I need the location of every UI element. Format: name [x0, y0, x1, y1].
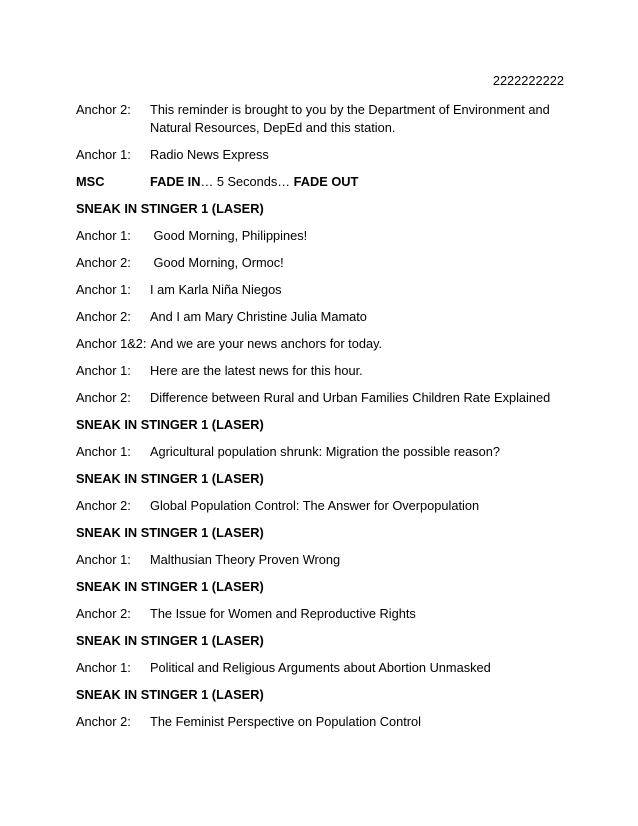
speaker-label: Anchor 2:: [76, 102, 131, 117]
stinger-cue: SNEAK IN STINGER 1 (LASER): [76, 579, 264, 594]
music-cue-text: [150, 173, 576, 191]
speaker-label: Anchor 2:: [76, 255, 131, 270]
msc-label: MSC: [76, 174, 105, 189]
speaker-label: Anchor 2:: [76, 714, 131, 729]
line-text: The Feminist Perspective on Population Control: [150, 714, 422, 729]
speaker-label: Anchor 1&2:: [76, 336, 147, 351]
page-number: 2222222222: [492, 73, 564, 88]
script-body: [76, 101, 576, 740]
music-cue-line: [76, 173, 576, 191]
line-text: Political and Religious Arguments about Abortion Unmasked: [150, 660, 491, 675]
script-line: [76, 443, 576, 461]
line-text: Malthusian Theory Proven Wrong: [150, 552, 341, 567]
stinger-cue: SNEAK IN STINGER 1 (LASER): [76, 525, 264, 540]
script-line: [76, 605, 576, 623]
stinger-cue: SNEAK IN STINGER 1 (LASER): [76, 471, 264, 486]
line-text: And we are your news anchors for today.: [150, 336, 383, 351]
script-line: [76, 362, 576, 380]
line-text: Good Morning, Ormoc!: [150, 255, 284, 270]
script-line: [76, 497, 576, 515]
script-line: [76, 281, 576, 299]
stinger-cue: SNEAK IN STINGER 1 (LASER): [76, 687, 264, 702]
speaker-label: Anchor 1:: [76, 282, 131, 297]
script-line: [76, 308, 576, 326]
line-text: The Issue for Women and Reproductive Rights: [150, 606, 416, 621]
speaker-label: Anchor 1:: [76, 552, 131, 567]
line-text: I am Karla Niña Niegos: [150, 282, 282, 297]
script-line: [76, 146, 576, 164]
script-line: [76, 551, 576, 569]
speaker-label: Anchor 1:: [76, 228, 131, 243]
speaker-label: Anchor 2:: [76, 309, 131, 324]
line-text: Agricultural population shrunk: Migration the possible reason?: [150, 444, 500, 459]
fade-out-label: FADE OUT: [293, 174, 359, 189]
script-line: [76, 659, 576, 677]
line-text: Radio News Express: [150, 147, 269, 162]
speaker-label: Anchor 2:: [76, 390, 131, 405]
fade-in-label: FADE IN: [150, 174, 201, 189]
speaker-label: Anchor 2:: [76, 498, 131, 513]
script-line: [76, 227, 576, 245]
script-line: [76, 389, 576, 407]
stinger-cue: SNEAK IN STINGER 1 (LASER): [76, 417, 264, 432]
line-text: Difference between Rural and Urban Families Children Rate Explained: [150, 390, 551, 405]
line-text: Here are the latest news for this hour.: [150, 363, 363, 378]
line-text: Good Morning, Philippines!: [150, 228, 308, 243]
script-line: [76, 254, 576, 272]
stinger-cue: SNEAK IN STINGER 1 (LASER): [76, 633, 264, 648]
speaker-label: Anchor 1:: [76, 660, 131, 675]
stinger-cue: SNEAK IN STINGER 1 (LASER): [76, 201, 264, 216]
speaker-label: Anchor 2:: [76, 606, 131, 621]
speaker-label: Anchor 1:: [76, 444, 131, 459]
line-text: This reminder is brought to you by the Department of Environment and Natural Resources, DepEd and this station.: [150, 102, 550, 135]
line-text: And I am Mary Christine Julia Mamato: [150, 309, 367, 324]
line-text: Global Population Control: The Answer for Overpopulation: [150, 498, 480, 513]
script-line: [76, 101, 576, 137]
script-line: [76, 335, 576, 353]
fade-duration: … 5 Seconds…: [200, 174, 294, 189]
speaker-label: Anchor 1:: [76, 363, 131, 378]
script-line: [76, 713, 576, 731]
speaker-label: Anchor 1:: [76, 147, 131, 162]
